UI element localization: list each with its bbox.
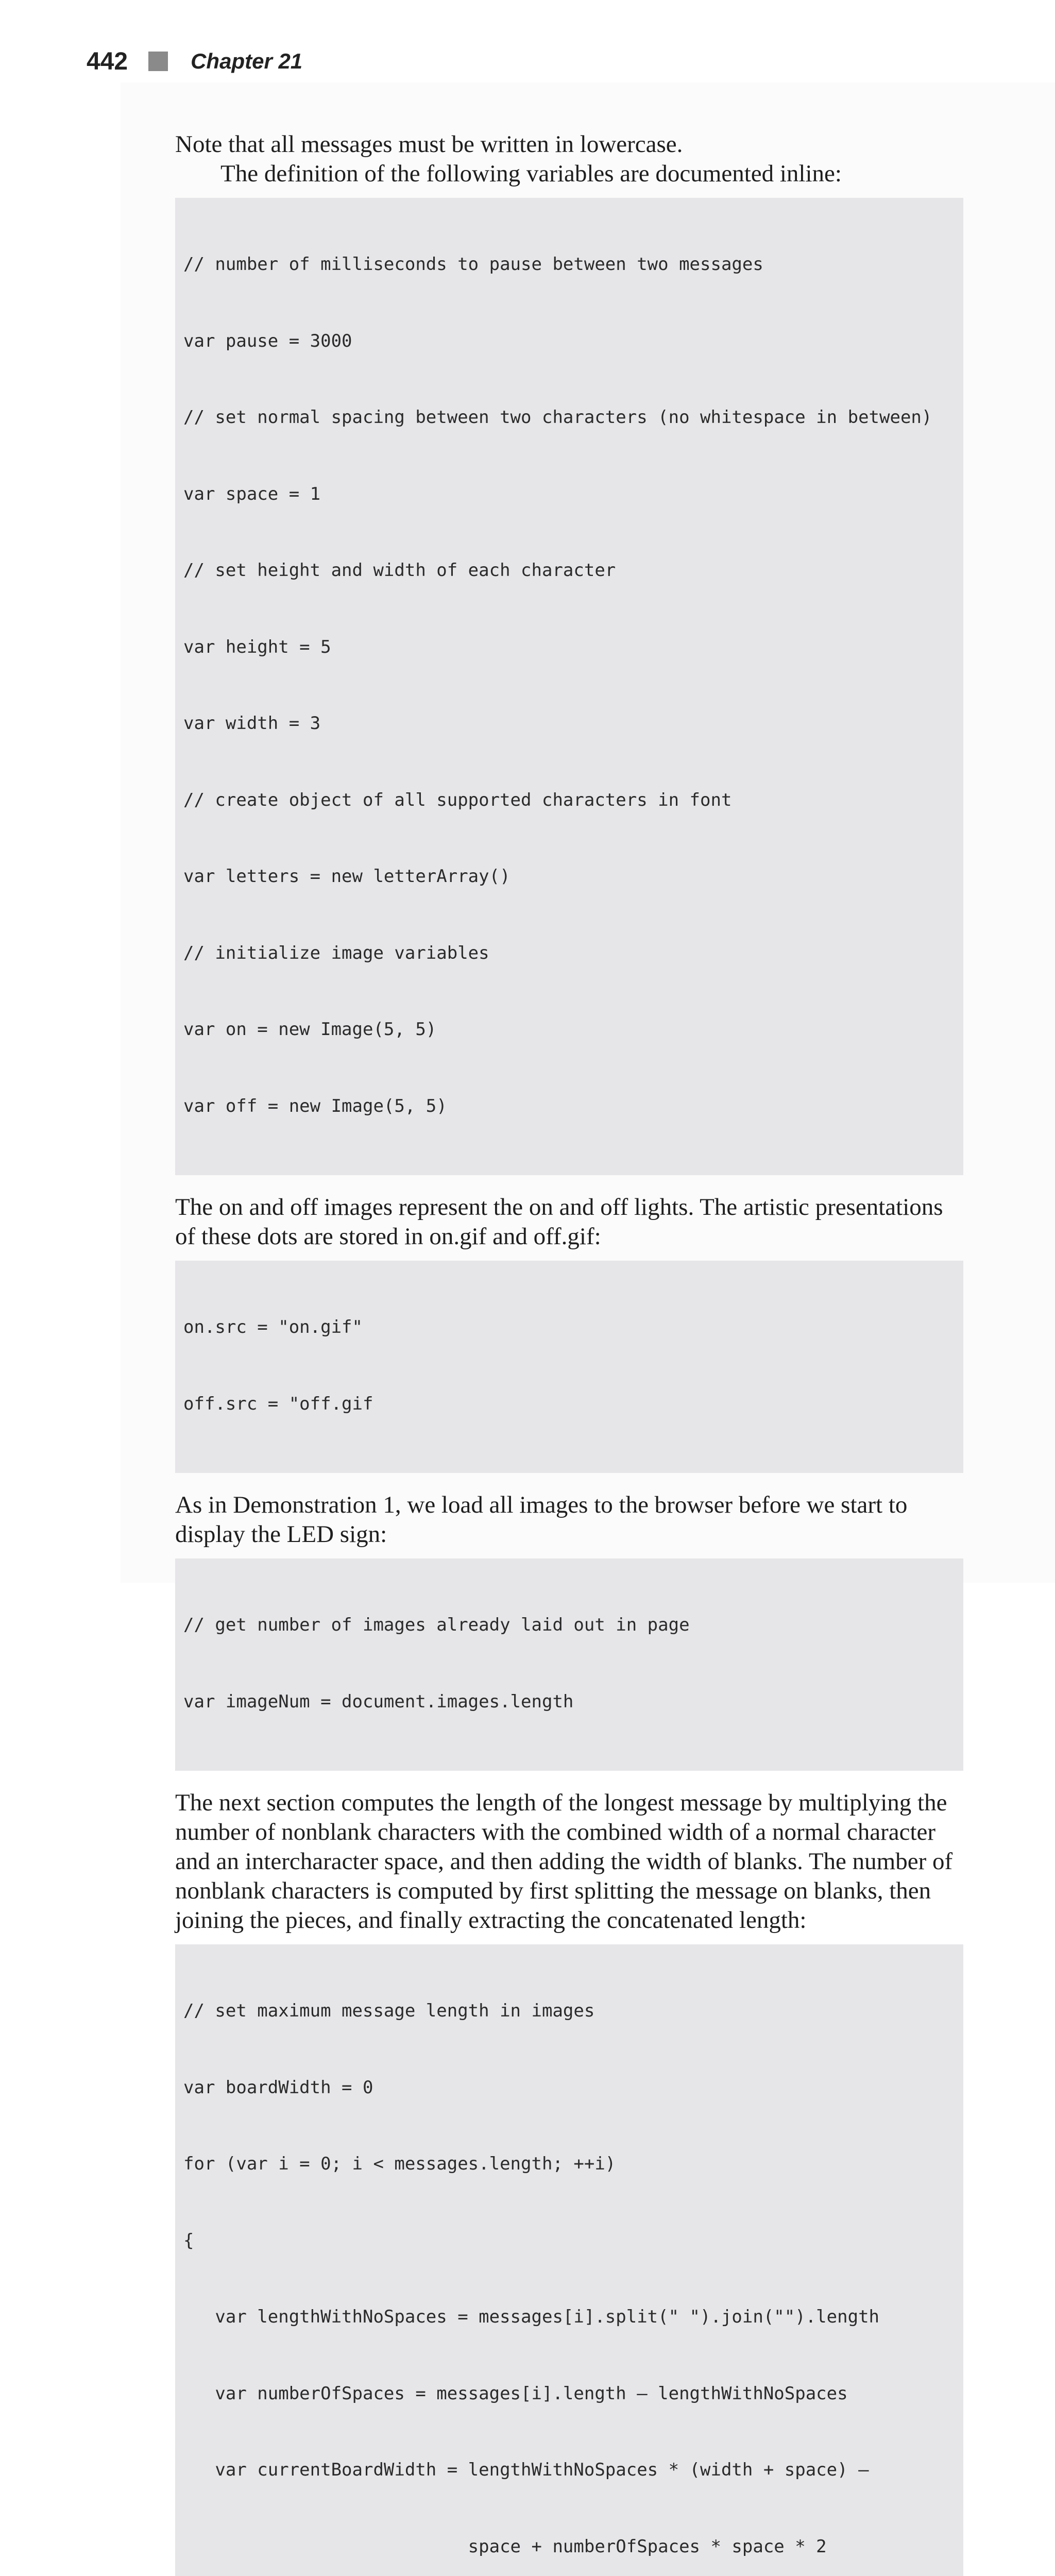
code-line: // set normal spacing between two characters (no whitespace in between) — [183, 407, 932, 428]
running-header — [87, 43, 302, 79]
code-line: // initialize image variables — [183, 942, 489, 963]
code-line: { — [183, 2230, 194, 2251]
paragraph-variables-intro: The definition of the following variables are documented inline: — [220, 160, 842, 187]
code-line: // create object of all supported characters in font — [183, 789, 732, 810]
code-line: on.src = "on.gif" — [183, 1317, 363, 1337]
code-line: var off = new Image(5, 5) — [183, 1095, 447, 1116]
code-line: space + numberOfSpaces * space * 2 — [183, 2536, 827, 2557]
code-block-variables — [175, 198, 963, 1175]
code-block-image-count — [175, 1558, 963, 1771]
code-line: // get number of images already laid out in page — [183, 1615, 690, 1635]
paragraph-lowercase-note: Note that all messages must be written in lowercase. — [175, 131, 683, 158]
code-line: var numberOfSpaces = messages[i].length – lengthWithNoSpaces — [183, 2383, 848, 2404]
code-line: // number of milliseconds to pause between two messages — [183, 254, 763, 275]
paragraph-longest-message: The next section computes the length of the longest message by multiplying the number of nonblank characters with the combined width of a normal character and an intercharacter space, and then adding the width of blanks. The number of nonblank characters is computed by first splitting the message on blanks, then joining the pieces, and finally extracting the concatenated length: — [175, 1789, 953, 1934]
chapter-title: Chapter 21 — [191, 49, 303, 73]
code-line: off.src = "off.gif — [183, 1393, 373, 1414]
code-block-board-width — [175, 1944, 963, 2576]
page-number: 442 — [87, 47, 128, 75]
header-square-marker — [148, 52, 168, 71]
code-line: // set height and width of each character — [183, 560, 616, 581]
code-line: var currentBoardWidth = lengthWithNoSpaces * (width + space) – — [183, 2460, 869, 2480]
code-line: var pause = 3000 — [183, 330, 352, 351]
code-line: var imageNum = document.images.length — [183, 1691, 574, 1712]
code-line: var lengthWithNoSpaces = messages[i].split(" ").join("").length — [183, 2307, 880, 2327]
code-line: var letters = new letterArray() — [183, 866, 511, 887]
code-line: var height = 5 — [183, 636, 331, 657]
code-line: for (var i = 0; i < messages.length; ++i) — [183, 2154, 616, 2174]
paragraph-load-images: As in Demonstration 1, we load all images to the browser before we start to display the LED sign: — [175, 1492, 908, 1548]
paragraph-on-off-images: The on and off images represent the on and off lights. The artistic presentations of these dots are stored in on.gif and off.gif: — [175, 1194, 943, 1250]
page-body — [175, 130, 963, 2576]
code-line: // set maximum message length in images — [183, 2001, 595, 2021]
code-line: var boardWidth = 0 — [183, 2077, 373, 2098]
code-line: var space = 1 — [183, 483, 321, 504]
code-line: var width = 3 — [183, 713, 321, 734]
code-block-image-src — [175, 1261, 963, 1473]
code-line: var on = new Image(5, 5) — [183, 1019, 437, 1040]
